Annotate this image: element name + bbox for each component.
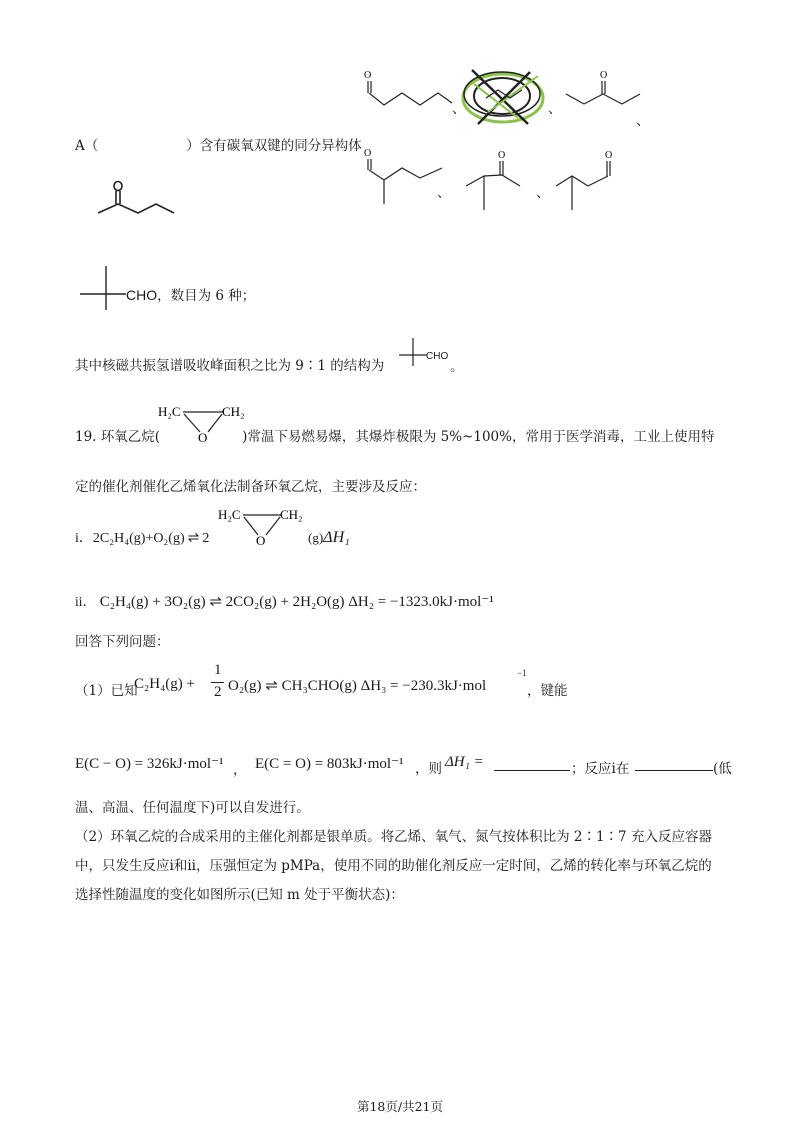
part2-line1: （2）环氧乙烷的合成采用的主催化剂都是银单质。将乙烯、氧气、氮气按体积比为 2∶1∶7 充入反应容器 (75, 829, 712, 845)
q19-lead: 环氧乙烷( (100, 429, 161, 445)
q19-line1 (75, 428, 714, 446)
structure-pivalaldehyde (78, 264, 128, 314)
part1-lead: （1）已知 (75, 683, 138, 699)
cho-label: CHO (126, 287, 158, 303)
svg-text:O: O (364, 148, 372, 159)
q19-line2: 定的催化剂催化乙烯氧化法制备环氧乙烷，主要涉及反应： (75, 479, 426, 495)
part1-line3: 温、高温、任何温度下)可以自发进行。 (75, 800, 310, 816)
delta-h1-label: ΔH₁ = (445, 754, 484, 770)
separator: 、 (548, 101, 562, 117)
reaction-i (75, 530, 209, 548)
nmr-line (75, 357, 384, 375)
part2-line3: 选择性随温度的变化如图所示(已知 m 处于平衡状态)： (75, 887, 404, 903)
structure-pentanal (362, 68, 454, 118)
structure-3-methyl-2-butanone (462, 148, 526, 214)
reaction-i-phase: (g) (308, 530, 324, 545)
fraction-denominator: 2 (214, 684, 222, 700)
then-label: ，则 (415, 761, 442, 777)
separator: 、 (437, 185, 451, 201)
nmr-text: 其中核磁共振氢谱吸收峰面积之比为 9∶1 的结构为 (75, 358, 385, 374)
bond-energy-co-double: E(C = O) = 803kJ·mol⁻¹ (255, 756, 404, 772)
reaction-ii-equation: C₂H₄(g) + 3O₂(g) ⇌ 2CO₂(g) + 2H₂O(g) ΔH₂ = −1323.0kJ·mol⁻¹ (99, 594, 494, 610)
ring-h2c: H₂C (218, 507, 241, 522)
page-number: 第18页/共21页 (356, 1099, 444, 1114)
part1-eq-sup: −1 (517, 668, 527, 678)
bond-energy-co-single: E(C − O) = 326kJ·mol⁻¹ (75, 756, 224, 772)
epoxide-ring-product (216, 505, 312, 549)
cho-label-small: CHO (426, 351, 449, 362)
comma: ， (233, 762, 247, 777)
delta-h1: ΔH₁ (323, 529, 350, 546)
ring-ch2: CH₂ (280, 507, 303, 522)
part1-bond-line (75, 754, 735, 778)
structure-3-methylbutanal (552, 148, 622, 214)
svg-text:O: O (605, 150, 613, 161)
reaction-i-tail (308, 529, 350, 547)
fraction-numerator: 1 (214, 662, 222, 678)
ring-ch2: CH₂ (222, 404, 245, 419)
structure-pivalaldehyde-small (397, 336, 429, 370)
reaction-i-coef: 2 (202, 531, 210, 546)
reaction-i-label: i．2C₂H₄(g)+O₂(g) (75, 531, 185, 546)
delta-h1-answer-blank[interactable] (494, 770, 570, 771)
part1-eq-a: C₂H₄(g) + (134, 676, 195, 692)
count-line (126, 286, 255, 305)
separator: 、 (636, 113, 650, 129)
separator: 、 (536, 185, 550, 201)
count-text: ，数目为 6 种； (157, 288, 256, 304)
fraction-bar (211, 682, 224, 683)
part1-eq-b: O₂(g) ⇌ CH₃CHO(g) ΔH₃ = −230.3kJ·mol (228, 678, 487, 694)
svg-text:O: O (498, 150, 506, 161)
reaction-ii (75, 590, 494, 611)
ring-h2c: H₂C (158, 404, 181, 419)
spontaneity-answer-blank[interactable] (635, 770, 713, 771)
answer-a-prefix: A（ (75, 138, 99, 154)
part1-tail: ，键能 (527, 683, 568, 699)
crossed-out-structure (458, 62, 548, 132)
nmr-end: 。 (450, 359, 464, 375)
question-number: 19. (75, 429, 97, 445)
part2-line2: 中，只发生反应i和ii，压强恒定为 pMPa，使用不同的助催化剂反应一定时间，乙烯的转化率与环氧乙烷的 (75, 858, 712, 874)
ring-o: O (198, 430, 208, 445)
separator: 、 (452, 101, 466, 117)
answer-a-suffix: ）含有碳氧双键的同分异构体 (186, 138, 362, 154)
reaction-ii-label: ii． (75, 594, 97, 609)
paren-label: (低 (713, 761, 732, 777)
structure-2-pentanone (96, 180, 178, 220)
ring-o: O (256, 533, 266, 548)
q19-tail: )常温下易燃易爆，其爆炸极限为 5%~100%，常用于医学消毒，工业上使用特 (242, 429, 715, 445)
svg-text:O: O (600, 70, 608, 81)
answer-a-line (75, 137, 362, 155)
answer-prompt: 回答下列问题： (75, 634, 170, 650)
svg-text:O: O (364, 70, 372, 81)
equilibrium-arrow: ⇌ (187, 531, 200, 546)
semicolon-label: ；反应i在 (571, 761, 630, 777)
